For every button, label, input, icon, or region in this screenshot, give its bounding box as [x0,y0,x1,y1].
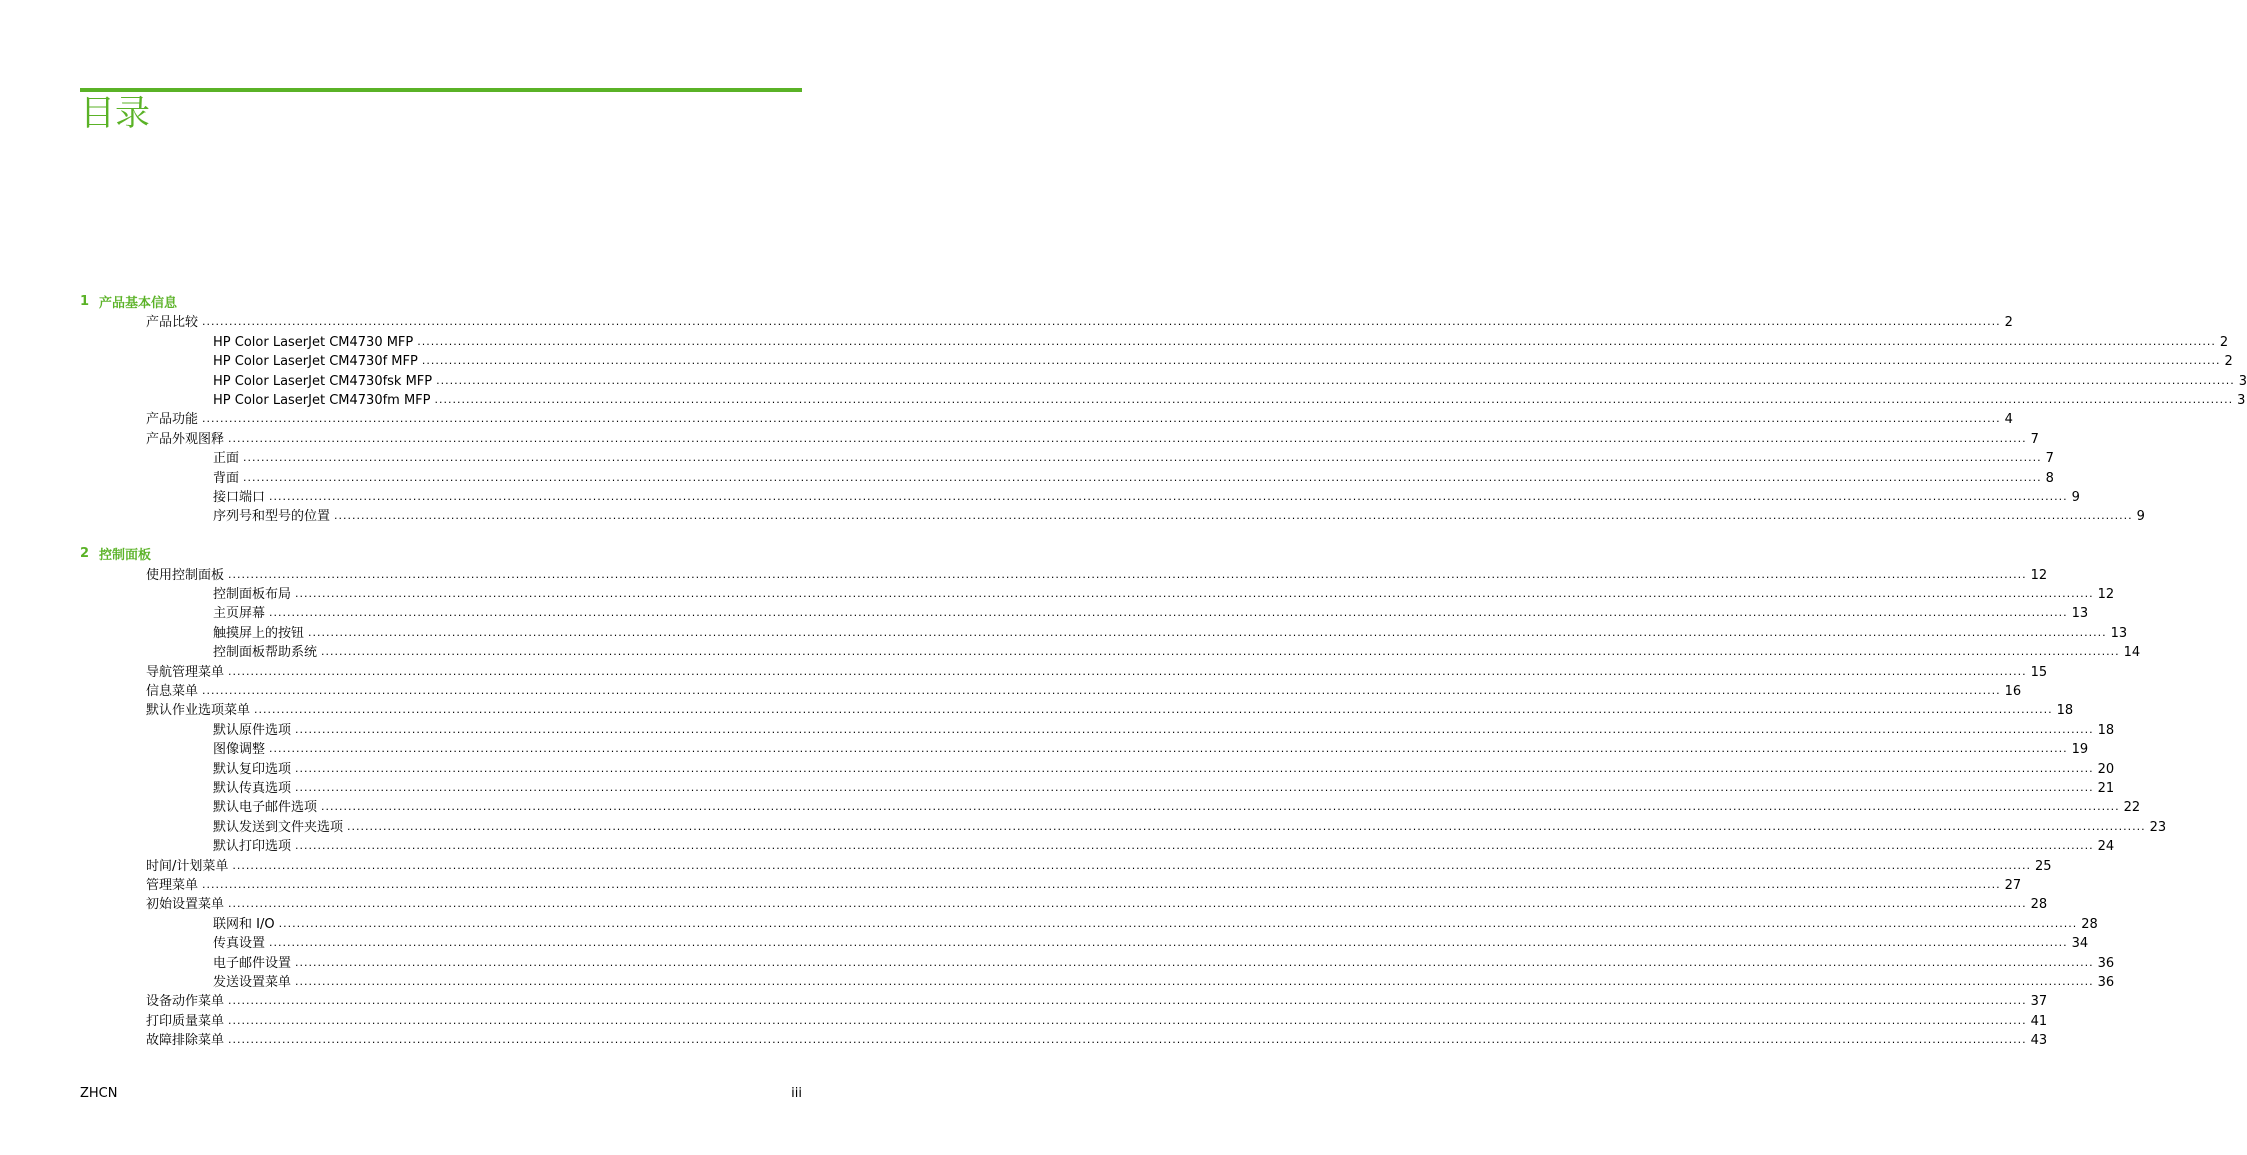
dot-leader: ................................................................................................................................................................................................................................................................................................................................................................................................................ [228,1013,2027,1027]
toc-entry-page: 9 [2071,489,2080,505]
dot-leader: ................................................................................................................................................................................................................................................................................................................................................................................................................ [434,392,2234,406]
toc-entry-label: 序列号和型号的位置 [213,509,331,525]
dot-leader: ................................................................................................................................................................................................................................................................................................................................................................................................................ [295,955,2094,969]
dot-leader: ................................................................................................................................................................................................................................................................................................................................................................................................................ [228,664,2027,678]
toc-entry[interactable] [80,815,2167,835]
chapter-heading[interactable] [80,544,802,563]
toc-entry-label: 默认打印选项 [213,839,292,855]
toc-entry-page: 4 [2004,412,2013,428]
toc-entry-page: 7 [2030,431,2039,447]
chapter-heading[interactable] [80,292,802,311]
toc-entry-page: 23 [2149,819,2167,835]
dot-leader: ................................................................................................................................................................................................................................................................................................................................................................................................................ [295,974,2094,988]
dot-leader: ................................................................................................................................................................................................................................................................................................................................................................................................................ [243,470,2042,484]
dot-leader: ................................................................................................................................................................................................................................................................................................................................................................................................................ [269,606,2068,620]
toc-entry[interactable] [80,835,2115,855]
toc-entry-label: 背面 [213,470,240,486]
dot-leader: ................................................................................................................................................................................................................................................................................................................................................................................................................ [228,1033,2027,1047]
toc-entry-page: 41 [2030,1013,2048,1029]
toc-entry-page: 36 [2097,955,2115,971]
dot-leader: ................................................................................................................................................................................................................................................................................................................................................................................................................ [417,334,2216,348]
dot-leader: ................................................................................................................................................................................................................................................................................................................................................................................................................ [228,897,2027,911]
dot-leader: ................................................................................................................................................................................................................................................................................................................................................................................................................ [334,509,2133,523]
toc-entry-page: 3 [2237,392,2246,408]
dot-leader: ................................................................................................................................................................................................................................................................................................................................................................................................................ [202,684,2001,698]
dot-leader: ................................................................................................................................................................................................................................................................................................................................................................................................................ [232,858,2032,872]
toc-entry-label: 默认作业选项菜单 [146,703,251,719]
toc-entry-label: 初始设置菜单 [146,897,225,913]
toc-entry-page: 36 [2097,974,2115,990]
toc-entry-page: 24 [2097,839,2115,855]
toc-entry-page: 14 [2123,645,2141,661]
toc-entry-page: 18 [2097,722,2115,738]
toc-entry[interactable] [80,311,2013,331]
toc-entry-page: 43 [2030,1033,2048,1049]
toc-entry[interactable] [80,466,2054,486]
toc-entry-page: 8 [2045,470,2054,486]
toc-entry-page: 2 [2224,354,2233,370]
toc-entry-label: 主页屏幕 [213,606,266,622]
dot-leader: ................................................................................................................................................................................................................................................................................................................................................................................................................ [269,936,2068,950]
toc-entry-page: 21 [2097,780,2115,796]
toc-entry[interactable] [80,641,2141,661]
dot-leader: ................................................................................................................................................................................................................................................................................................................................................................................................................ [202,315,2001,329]
toc-entry-label: HP Color LaserJet CM4730fm MFP [213,392,431,408]
toc-entry-page: 37 [2030,994,2048,1010]
toc-entry[interactable] [80,1029,2048,1049]
toc-entry-page: 2 [2219,334,2229,350]
toc-entry[interactable] [80,486,2080,505]
table-of-contents [80,292,2247,1049]
dot-leader: ................................................................................................................................................................................................................................................................................................................................................................................................................ [295,761,2094,775]
toc-entry-label: 联网和 I/O [213,916,275,932]
toc-entry-page: 18 [2056,703,2074,719]
toc-entry[interactable] [80,854,2052,874]
dot-leader: ................................................................................................................................................................................................................................................................................................................................................................................................................ [254,703,2053,717]
dot-leader: ................................................................................................................................................................................................................................................................................................................................................................................................................ [421,354,2221,368]
dot-leader: ................................................................................................................................................................................................................................................................................................................................................................................................................ [308,625,2107,639]
toc-entry-label: 导航管理菜单 [146,664,225,680]
toc-entry-label: 产品功能 [146,412,199,428]
toc-entry-page: 7 [2045,451,2054,467]
toc-entry-page: 9 [2136,509,2145,525]
toc-entry[interactable] [80,330,2229,350]
toc-entry-label: 使用控制面板 [146,567,225,583]
dot-leader: ................................................................................................................................................................................................................................................................................................................................................................................................................ [347,819,2146,833]
toc-entry-label: 控制面板帮助系统 [213,645,318,661]
toc-entry-page: 34 [2071,936,2089,952]
toc-entry-page: 19 [2071,742,2089,758]
toc-entry-label: HP Color LaserJet CM4730 MFP [213,334,414,350]
toc-entry-page: 13 [2071,606,2089,622]
toc-entry[interactable] [80,738,2089,758]
toc-entry-page: 16 [2004,684,2022,700]
toc-entry-label: HP Color LaserJet CM4730fsk MFP [213,373,433,389]
footer-page-number: iii [791,1086,802,1101]
toc-entry[interactable] [80,563,2048,583]
toc-entry-page: 3 [2238,373,2247,389]
dot-leader: ................................................................................................................................................................................................................................................................................................................................................................................................................ [278,916,2078,930]
toc-entry-page: 28 [2030,897,2048,913]
toc-entry[interactable] [80,757,2115,777]
toc-entry[interactable] [80,602,2089,622]
toc-entry-label: 传真设置 [213,936,266,952]
toc-entry-page: 22 [2123,800,2141,816]
toc-entry-label: 电子邮件设置 [213,955,292,971]
dot-leader: ................................................................................................................................................................................................................................................................................................................................................................................................................ [228,431,2027,445]
toc-entry-label: 默认原件选项 [213,722,292,738]
dot-leader: ................................................................................................................................................................................................................................................................................................................................................................................................................ [295,839,2094,853]
chapter-number: 1 [80,294,90,309]
dot-leader: ................................................................................................................................................................................................................................................................................................................................................................................................................ [202,877,2001,891]
dot-leader: ................................................................................................................................................................................................................................................................................................................................................................................................................ [436,373,2235,387]
toc-entry-label: 默认电子邮件选项 [213,800,318,816]
toc-entry-label: 管理菜单 [146,877,199,893]
toc-entry[interactable] [80,893,2048,913]
dot-leader: ................................................................................................................................................................................................................................................................................................................................................................................................................ [243,451,2042,465]
title-rule [80,88,802,92]
toc-entry-label: 产品外观图释 [146,431,225,447]
toc-entry[interactable] [80,505,2145,525]
toc-entry-page: 28 [2081,916,2098,932]
toc-entry-page: 20 [2097,761,2115,777]
toc-entry-label: 产品比较 [146,315,199,331]
toc-entry[interactable] [80,796,2141,816]
toc-entry-label: 打印质量菜单 [146,1013,225,1029]
toc-entry[interactable] [80,912,2098,932]
chapter-number: 2 [80,546,90,562]
toc-entry[interactable] [80,621,2128,641]
toc-entry[interactable] [80,777,2115,796]
toc-entry[interactable] [80,447,2054,467]
toc-entry-page: 25 [2035,858,2052,874]
toc-entry-label: 图像调整 [213,742,266,758]
toc-entry[interactable] [80,427,2039,447]
toc-entry[interactable] [80,874,2022,893]
toc-entry[interactable] [80,408,2013,428]
toc-entry-label: 默认发送到文件夹选项 [213,819,344,835]
dot-leader: ................................................................................................................................................................................................................................................................................................................................................................................................................ [295,587,2094,601]
toc-entry-label: 信息菜单 [146,684,199,700]
chapter-title: 产品基本信息 [99,296,178,311]
toc-entry-page: 12 [2030,567,2048,583]
toc-entry-label: 触摸屏上的按钮 [213,625,305,641]
toc-entry-label: 故障排除菜单 [146,1033,225,1049]
toc-entry-label: 设备动作菜单 [146,994,225,1010]
toc-entry-page: 12 [2097,587,2115,603]
toc-entry[interactable] [80,951,2115,971]
toc-entry-page: 15 [2030,664,2048,680]
toc-entry-label: 默认传真选项 [213,780,292,796]
toc-entry[interactable] [80,583,2115,603]
dot-leader: ................................................................................................................................................................................................................................................................................................................................................................................................................ [295,780,2094,794]
dot-leader: ................................................................................................................................................................................................................................................................................................................................................................................................................ [321,800,2120,814]
toc-entry-page: 13 [2110,625,2128,641]
dot-leader: ................................................................................................................................................................................................................................................................................................................................................................................................................ [269,489,2068,503]
toc-entry[interactable] [80,680,2022,700]
toc-entry[interactable] [80,971,2115,990]
dot-leader: ................................................................................................................................................................................................................................................................................................................................................................................................................ [228,994,2027,1008]
toc-entry[interactable] [80,1009,2048,1029]
toc-entry-label: 时间/计划菜单 [146,858,229,874]
toc-entry-label: 正面 [213,451,240,467]
toc-entry-label: 控制面板布局 [213,587,292,603]
page-title: 目录 [80,94,151,134]
toc-entry[interactable] [80,932,2089,952]
dot-leader: ................................................................................................................................................................................................................................................................................................................................................................................................................ [202,412,2001,426]
toc-entry[interactable] [80,990,2048,1010]
toc-entry-label: 发送设置菜单 [213,974,292,990]
toc-entry[interactable] [80,350,2233,370]
toc-entry-label: HP Color LaserJet CM4730f MFP [213,354,418,370]
dot-leader: ................................................................................................................................................................................................................................................................................................................................................................................................................ [321,645,2120,659]
toc-entry[interactable] [80,389,2246,408]
dot-leader: ................................................................................................................................................................................................................................................................................................................................................................................................................ [295,722,2094,736]
toc-entry-page: 27 [2004,877,2022,893]
toc-entry-label: 默认复印选项 [213,761,292,777]
dot-leader: ................................................................................................................................................................................................................................................................................................................................................................................................................ [228,567,2027,581]
dot-leader: ................................................................................................................................................................................................................................................................................................................................................................................................................ [269,742,2068,756]
footer-locale: ZHCN [80,1086,118,1101]
toc-entry[interactable] [80,369,2247,389]
toc-entry[interactable] [80,718,2115,738]
chapter-title: 控制面板 [99,548,152,564]
toc-entry[interactable] [80,660,2048,680]
toc-entry-label: 接口端口 [213,489,266,505]
toc-entry-page: 2 [2004,315,2013,331]
toc-entry[interactable] [80,699,2074,719]
